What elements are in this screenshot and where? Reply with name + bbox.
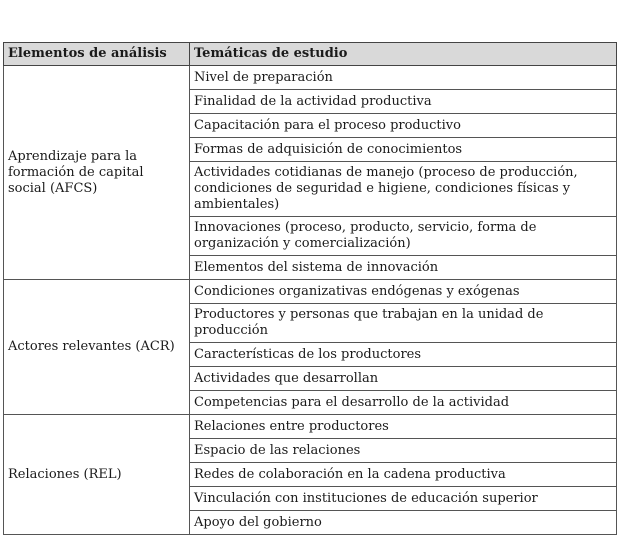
topic-cell: Actividades que desarrollan bbox=[190, 367, 617, 391]
topic-cell: Nivel de preparación bbox=[190, 66, 617, 90]
topic-cell: Condiciones organizativas endógenas y exógenas bbox=[190, 280, 617, 304]
topic-cell: Productores y personas que trabajan en la unidad de producción bbox=[190, 304, 617, 343]
topic-cell: Innovaciones (proceso, producto, servicio, forma de organización y comercialización) bbox=[190, 217, 617, 256]
topic-cell: Finalidad de la actividad productiva bbox=[190, 90, 617, 114]
element-rel: Relaciones (REL) bbox=[4, 415, 190, 535]
topic-cell: Elementos del sistema de innovación bbox=[190, 256, 617, 280]
topic-cell: Competencias para el desarrollo de la actividad bbox=[190, 391, 617, 415]
topic-cell: Apoyo del gobierno bbox=[190, 511, 617, 535]
header-row bbox=[4, 43, 617, 66]
element-afcs: Aprendizaje para la formación de capital social (AFCS) bbox=[4, 66, 190, 280]
topic-cell: Espacio de las relaciones bbox=[190, 439, 617, 463]
table-row bbox=[4, 280, 617, 304]
table-row bbox=[4, 66, 617, 90]
topic-cell: Redes de colaboración en la cadena productiva bbox=[190, 463, 617, 487]
topic-cell: Formas de adquisición de conocimientos bbox=[190, 138, 617, 162]
analysis-table bbox=[3, 42, 617, 535]
table-body bbox=[4, 66, 617, 535]
header-elementos: Elementos de análisis bbox=[4, 43, 190, 66]
topic-cell: Actividades cotidianas de manejo (proceso de producción, condiciones de seguridad e higiene, condiciones físicas y ambientales) bbox=[190, 162, 617, 217]
table-row bbox=[4, 415, 617, 439]
topic-cell: Capacitación para el proceso productivo bbox=[190, 114, 617, 138]
topic-cell: Vinculación con instituciones de educación superior bbox=[190, 487, 617, 511]
element-acr: Actores relevantes (ACR) bbox=[4, 280, 190, 415]
topic-cell: Relaciones entre productores bbox=[190, 415, 617, 439]
topic-cell: Características de los productores bbox=[190, 343, 617, 367]
header-tematicas: Temáticas de estudio bbox=[190, 43, 617, 66]
table-header bbox=[4, 43, 617, 66]
